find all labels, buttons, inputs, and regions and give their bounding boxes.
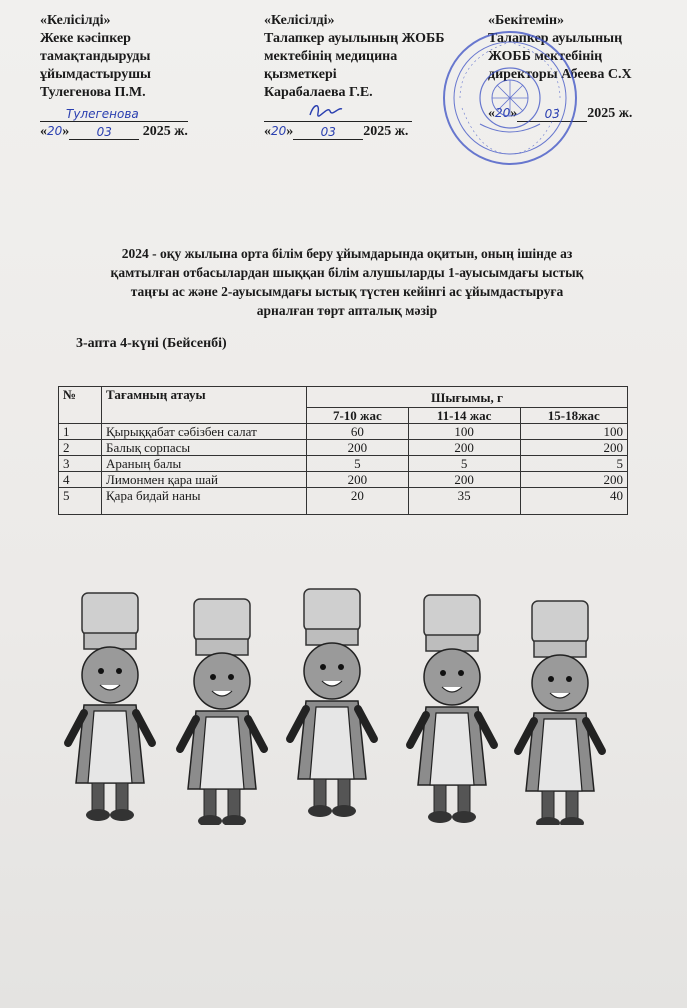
table-row (59, 424, 628, 440)
table-row (59, 472, 628, 488)
date-row-2: «20» 03 2025 ж. (264, 124, 409, 139)
approval-line: тамақтандыруды (40, 49, 151, 64)
table-row (59, 488, 628, 515)
signature-line-1 (40, 106, 188, 122)
age-group-header: 7-10 жас (307, 408, 409, 424)
yield-value: 60 (307, 424, 409, 440)
approval-line: қызметкері (264, 67, 337, 82)
table-row (59, 456, 628, 472)
approval-title: «Келісілді» (264, 13, 335, 28)
date-row-1: «20» 03 2025 ж. (40, 124, 188, 139)
yield-value: 5 (307, 456, 409, 472)
row-number: 2 (59, 440, 102, 456)
table-row (59, 440, 628, 456)
date-month: 03 (320, 125, 336, 139)
signature-scribble-icon (306, 101, 346, 121)
dish-name: Араның балы (102, 456, 307, 472)
date-year: 2025 ж. (142, 124, 188, 139)
dish-name: Қара бидай наны (102, 488, 307, 515)
approval-title: «Келісілді» (40, 13, 111, 28)
signature-line-2 (264, 106, 412, 122)
row-number: 5 (59, 488, 102, 515)
approval-block-2 (264, 12, 445, 102)
yield-value: 40 (520, 488, 627, 515)
row-number: 4 (59, 472, 102, 488)
approval-line: ЖОББ мектебінің (488, 49, 603, 64)
col-header-name: Тағамның атауы (102, 387, 307, 424)
yield-value: 5 (520, 456, 627, 472)
age-group-header: 11-14 жас (408, 408, 520, 424)
approval-line: Тулегенова П.М. (40, 85, 146, 100)
yield-value: 5 (408, 456, 520, 472)
date-month: 03 (544, 107, 560, 121)
table-header-row (59, 387, 628, 408)
row-number: 1 (59, 424, 102, 440)
date-year: 2025 ж. (587, 106, 633, 121)
approval-block-1 (40, 12, 151, 102)
dish-name: Лимонмен қара шай (102, 472, 307, 488)
approval-line: директоры Абеева С.Х (488, 67, 632, 82)
approval-title: «Бекітемін» (488, 13, 565, 28)
yield-value: 100 (520, 424, 627, 440)
heading-line: арналған төрт апталық мәзір (256, 303, 438, 318)
approval-line: ұйымдастырушы (40, 67, 151, 82)
yield-value: 200 (307, 440, 409, 456)
yield-value: 20 (307, 488, 409, 515)
menu-table (58, 386, 628, 515)
dish-name: Қырыққабат сәбізбен салат (102, 424, 307, 440)
document-heading (62, 244, 632, 320)
dish-name: Балық сорпасы (102, 440, 307, 456)
row-number: 3 (59, 456, 102, 472)
yield-value: 100 (408, 424, 520, 440)
age-group-header: 15-18жас (520, 408, 627, 424)
approval-line: Талапкер ауылының ЖОББ (264, 31, 445, 46)
official-seal-icon (440, 28, 580, 168)
yield-value: 200 (307, 472, 409, 488)
date-row-3: «20» 03 2025 ж. (488, 106, 633, 121)
approval-line: Талапкер ауылының (488, 31, 623, 46)
handwritten-signature: Тулегенова (66, 107, 139, 121)
week-day-label: 3-апта 4-күні (Бейсенбі) (76, 336, 227, 351)
heading-line: 2024 - оқу жылына орта білім беру ұйымдарында оқитын, оның ішінде аз (121, 246, 573, 261)
yield-value: 200 (520, 440, 627, 456)
col-header-number: № (59, 387, 102, 424)
heading-line: таңғы ас және 2-ауысымдағы ыстық түстен кейінгі ас ұйымдастыруға (130, 284, 564, 299)
date-day: 20 (271, 124, 287, 138)
heading-line: қамтылған отбасылардан шыққан білім алушыларды 1-ауысымдағы ыстық (110, 265, 584, 280)
date-month: 03 (96, 125, 112, 139)
yield-value: 200 (408, 472, 520, 488)
children-chefs-illustration-icon (60, 585, 620, 825)
yield-value: 35 (408, 488, 520, 515)
date-day: 20 (47, 124, 63, 138)
approval-line: Карабалаева Г.Е. (264, 85, 373, 100)
yield-value: 200 (408, 440, 520, 456)
approval-line: Жеке кәсіпкер (40, 31, 131, 46)
approval-line: мектебінің медицина (264, 49, 398, 64)
date-year: 2025 ж. (363, 124, 409, 139)
yield-value: 200 (520, 472, 627, 488)
date-day: 20 (495, 106, 511, 120)
col-header-yield: Шығымы, г (307, 387, 628, 408)
